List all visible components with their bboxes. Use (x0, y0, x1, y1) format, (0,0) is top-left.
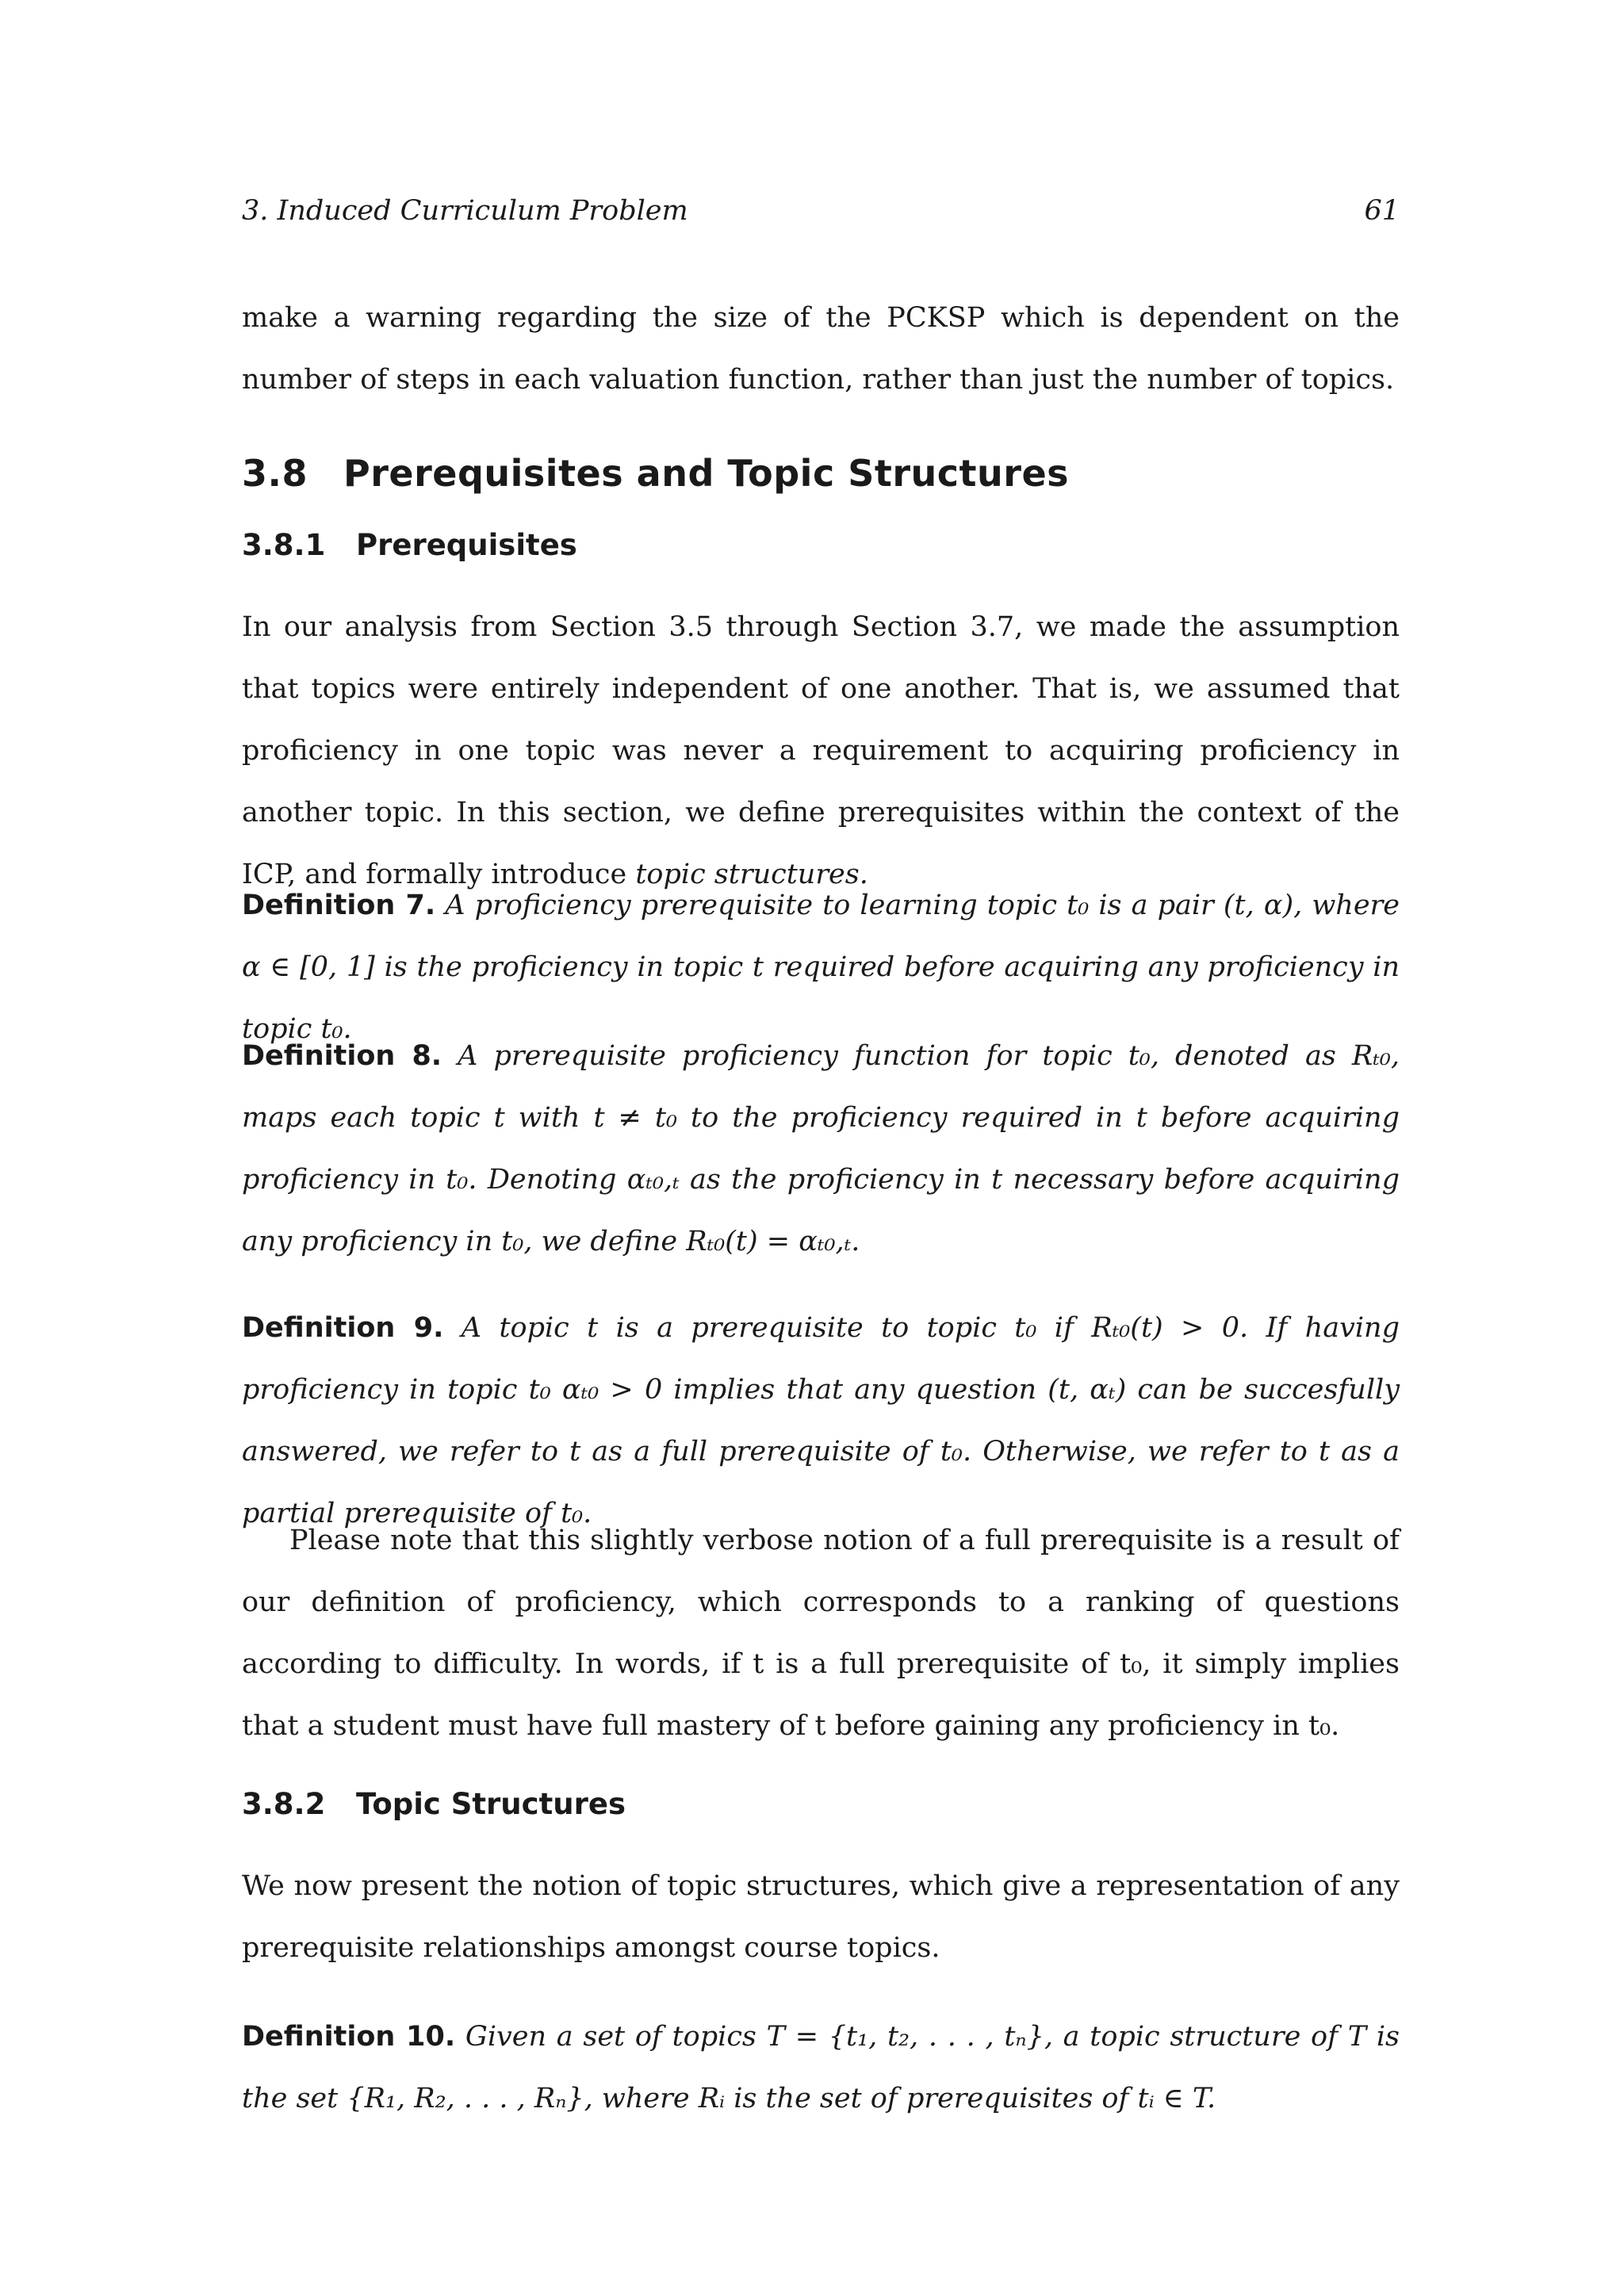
page (242, 0, 1400, 2296)
definition-7-body: A proficiency prerequisite to learning topic t₀ is a pair (t, α), where α ∈ [0, 1] is the proficiency in topic t required before acquiring any proficiency in topic t₀. (242, 890, 1400, 1045)
prerequisites-paragraph-emphasis: topic structures. (635, 859, 868, 890)
prerequisites-paragraph (242, 596, 1400, 905)
subsection-heading-topic-structures (242, 1787, 626, 1821)
definition-8-body: A prerequisite proficiency function for topic t₀, denoted as Rₜ₀, maps each topic t with t ≠ t₀ to the proficiency required in t before acquiring proficiency in t₀. Denoting αₜ₀,ₜ as the proficiency in t necessary before acquiring any proficiency in t₀, we define Rₜ₀(t) = αₜ₀,ₜ. (242, 1040, 1400, 1257)
topic-structures-paragraph-block (242, 1855, 1400, 1979)
definition-10-body: Given a set of topics T = {t₁, t₂, . . . , tₙ}, a topic structure of T is the set {R₁, R₂, . . . , Rₙ}, where Rᵢ is the set of prerequisites of tᵢ ∈ T. (242, 2021, 1400, 2114)
subsection-number: 3.8.1 (242, 528, 326, 562)
definition-9 (242, 1297, 1400, 1544)
section-title: Prerequisites and Topic Structures (343, 452, 1070, 495)
subsection-title: Topic Structures (356, 1787, 626, 1821)
definition-7-label: Definition 7. (242, 890, 436, 921)
definition-10-label: Definition 10. (242, 2021, 456, 2053)
subsection-number: 3.8.2 (242, 1787, 326, 1821)
intro-paragraph: make a warning regarding the size of the PCKSP which is dependent on the number of steps in each valuation function, rather than just the number of topics. (242, 302, 1400, 396)
running-head (242, 195, 1400, 235)
definition-10 (242, 2006, 1400, 2130)
intro-paragraph-block (242, 287, 1400, 411)
note-paragraph-block (242, 1510, 1400, 1757)
definition-8-text (242, 1025, 1400, 1272)
definition-10-text (242, 2006, 1400, 2130)
section-number: 3.8 (242, 452, 308, 495)
definition-9-label: Definition 9. (242, 1312, 444, 1344)
subsection-heading-prerequisites (242, 528, 577, 562)
note-paragraph: Please note that this slightly verbose notion of a full prerequisite is a result of our definition of proficiency, which corresponds to a ranking of questions according to difficulty. In words, if t is a full prerequisite of t₀, it simply implies that a student must have full mastery of t before gaining any proficiency in t₀. (242, 1525, 1400, 1742)
section-heading (242, 452, 1069, 495)
topic-structures-paragraph: We now present the notion of topic structures, which give a representation of any prerequisite relationships amongst course topics. (242, 1870, 1400, 1964)
definition-8-label: Definition 8. (242, 1040, 442, 1072)
definition-9-body: A topic t is a prerequisite to topic t₀ if Rₜ₀(t) > 0. If having proficiency in topic t₀ αₜ₀ > 0 implies that any question (t, αₜ) can be succesfully answered, we refer to t as a full prerequisite of t₀. Otherwise, we refer to t as a partial prerequisite of t₀. (242, 1312, 1400, 1529)
chapter-title: 3. Induced Curriculum Problem (242, 195, 688, 227)
prerequisites-paragraph-text: In our analysis from Section 3.5 through Section 3.7, we made the assumption that topics were entirely independent of one another. That is, we assumed that proficiency in one topic was never a requirement to acquiring proficiency in another topic. In this section, we define prerequisites within the context of the ICP, and formally introduce (242, 611, 1400, 890)
subsection-title: Prerequisites (356, 528, 577, 562)
definition-8 (242, 1025, 1400, 1272)
definition-9-text (242, 1297, 1400, 1544)
page-number: 61 (1364, 195, 1400, 227)
prerequisites-paragraph-block (242, 596, 1400, 905)
